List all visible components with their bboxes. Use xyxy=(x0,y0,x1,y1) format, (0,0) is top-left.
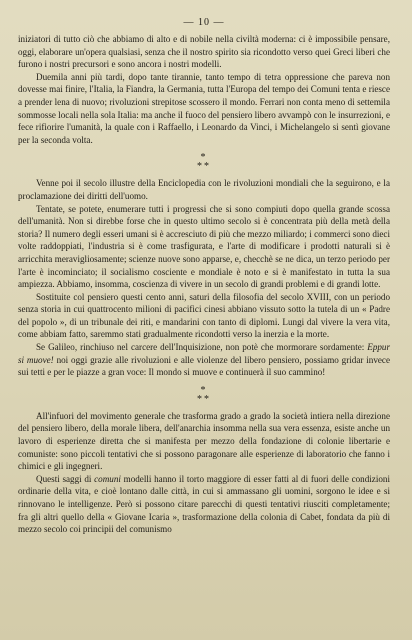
separator-top: * xyxy=(200,152,208,164)
section-separator-1 xyxy=(18,153,390,171)
paragraph-6-quote: Eppur si muove! xyxy=(18,342,390,365)
paragraph-4: Tentate, se potete, enumerare tutti i progressi che si sono compiuti dopo quella grande scossa dell'umanità. Non si direbbe forse che in questo ultimo secolo si è concentrata più della metà della storia? Il numero degli esseri umani si è accresciuto di più che mezzo miliardo; i commerci sono dieci volte raddoppiati, l'industria si è come trasfigurata, e l'arte di modificare i prodotti naturali si è arricchita meravigliosamente; scienze nuove sono apparse, e, checchè se ne dica, un terzo periodo per l'arte è incominciato; il socialismo cosciente e mondiale è noto e si è manifestato in tutta la sua ampiezza. Abbiamo, insomma, coscienza di vivere in un secolo di grandi problemi e di grandi lotte. xyxy=(18,203,390,290)
separator-bottom: ** xyxy=(197,393,211,405)
paragraph-8-emphasis: comuni xyxy=(94,473,121,484)
page-number: — 10 — xyxy=(183,17,225,28)
paragraph-6-end: noi oggi grazie alle rivoluzioni e alle violenze del libero pensiero, possiamo gridar invece sui tetti e per le piazze a gran voce: Il mondo si muove e continuerà il suo cammino! xyxy=(18,354,390,378)
paragraph-8-start: Questi saggi di xyxy=(36,473,95,484)
paragraph-3: Venne poi il secolo illustre della Enciclopedia con le rivoluzioni mondiali che la seguirono, e la proclamazione dei diritti dell'uomo. xyxy=(18,178,390,201)
paragraph-8-end: modelli hanno il torto maggiore di esser fatti al di fuori delle condizioni ordinarie della vita, e cioè lontano dalle città, in cui si ammassano gli uomini, sorgono le idee e si rinnovano le intelligenze. Però si possono citare parecchi di questi tentativi riusciti completamente; fra gli altri quello della « Giovane Icaria », trasformazione della colonia di Cabet, fondata da più di mezzo secolo coi principii del comunismo xyxy=(18,473,390,535)
paragraph-2: Duemila anni più tardi, dopo tante tirannie, tanto tempo di tetra oppressione che pareva non dovesse mai finire, l'Italia, la Fiandra, la Germania, tutta l'Europa del tempo dei Comuni tenta e riesce a prender lena di nuovo; rivoluzioni strepitose scossero il mondo. Ferrari non conta meno di settemila sommosse locali nella sola Italia: ma anche il fuoco del pensiero libero avvampò con le insurrezioni, e fece rifiorire l'umanità, la quale con i Raffaello, i Leonardo da Vinci, i Michelangelo si sentì giovane per la seconda volta. xyxy=(18,71,390,145)
paragraph-1: iniziatori di tutto ciò che abbiamo di alto e di nobile nella civiltà moderna: ci è impossibile pensare, oggi, elaborare un'opera qualsiasi, senza che il nostro spirito sia ricondotto verso quei Greci liberi che furono i nostri precursori e sono ancora i nostri modelli. xyxy=(18,34,390,70)
paragraph-6-start: Se Galileo, rinchiuso nel carcere dell'Inquisizione, non potè che mormorare sordamente: xyxy=(36,342,368,353)
paragraph-8 xyxy=(18,473,390,536)
paragraph-5: Sostituite col pensiero questi cento anni, saturi della filosofia del secolo XVIII, con un periodo senza storia in cui quattrocento milioni di pacifici cinesi abbiano vissuto sotto la tutela di un « Padre del popolo », di un tribunale dei riti, e mandarini con tanto di diplomi. Lungi dal vivere la vera vita, come abbiam fatto, saremmo stati gradualmente ricondotti verso la inerzia e la morte. xyxy=(18,291,390,340)
section-separator-2 xyxy=(18,386,390,404)
separator-bottom: ** xyxy=(197,161,211,173)
paragraph-6 xyxy=(18,341,390,379)
separator-top: * xyxy=(200,384,208,396)
paragraph-7: All'infuori del movimento generale che trasforma grado a grado la società intiera nella direzione del pensiero libero, della morale libera, dell'anarchia insomma nella sua vera essenza, esiste anche un lavoro di esperienze diretta che si manifesta per mezzo della fondazione di colonie libertarie e comuniste: sono piccoli tentativi che si possono paragonare alle esperienze di laboratorio che fanno i chimici e gli ingegneri. xyxy=(18,410,390,472)
